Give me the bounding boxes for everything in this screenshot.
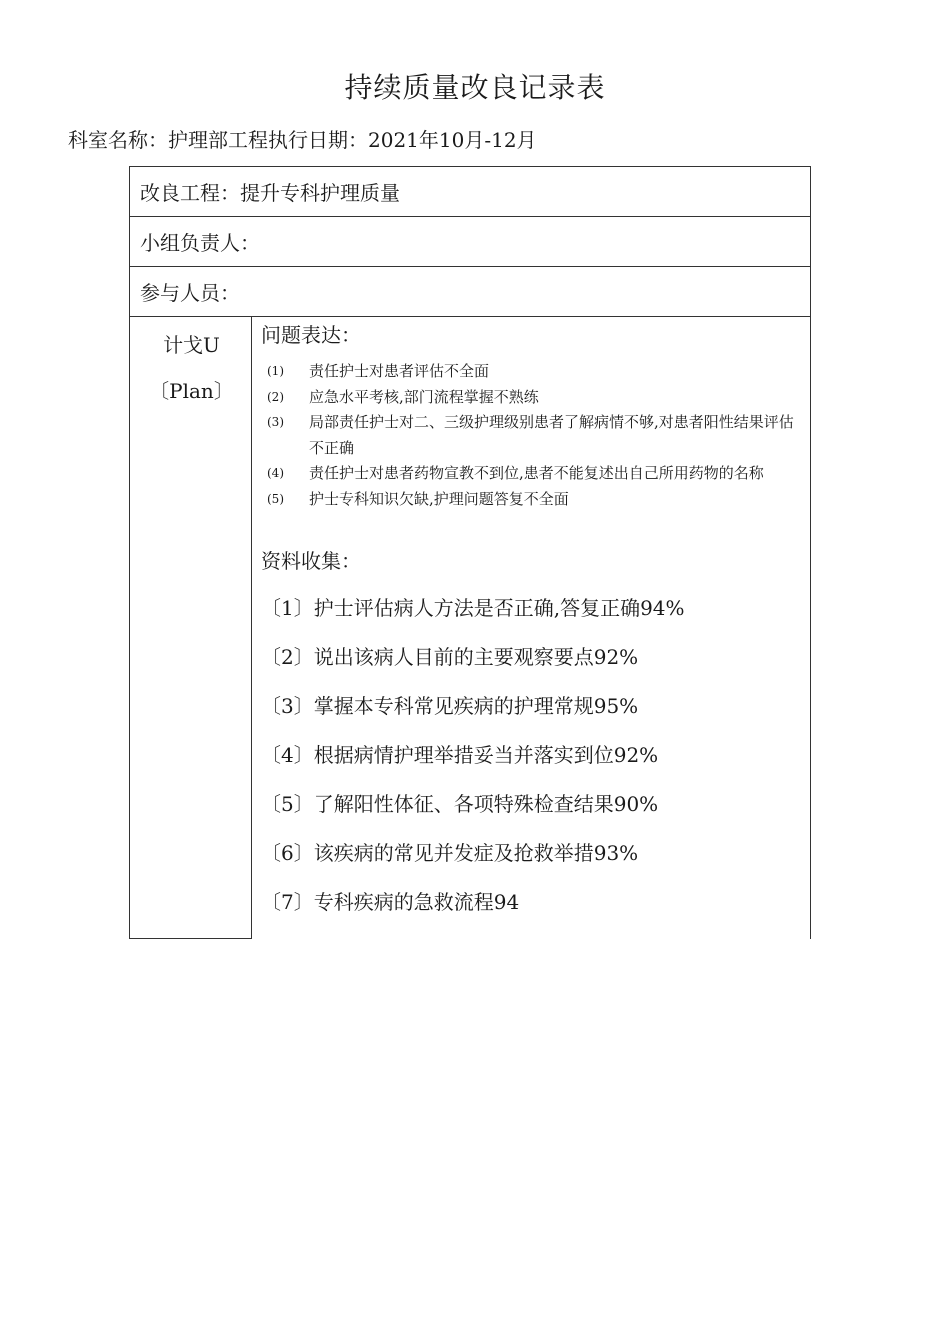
collect-item: 〔3〕掌握本专科常见疾病的护理常规95% [261,694,639,718]
collect-item: 〔2〕说出该病人目前的主要观察要点92% [261,645,639,669]
leader-row [129,216,811,266]
collect-item: 〔4〕根据病情护理举措妥当并落实到位92% [261,743,659,767]
problem-item [267,410,805,461]
collect-item: 〔6〕该疾病的常见并发症及抢救举措93% [261,841,639,865]
participants-text: 参与人员： [140,281,240,305]
problem-number: (3) [267,415,284,429]
problem-text: 责任护士对患者药物宣教不到位,患者不能复述出自己所用药物的名称 [309,464,764,482]
problem-text: 责任护士对患者评估不全面 [309,362,490,380]
collect-heading: 资料收集： [261,549,361,573]
problem-heading: 问题表达： [261,323,361,347]
problem-number: (2) [267,389,284,404]
plan-label-english: 〔Plan〕 [149,379,234,403]
plan-right-border [810,317,811,939]
collect-item: 〔5〕了解阳性体征、各项特殊检查结果90% [261,792,659,816]
collect-item: 〔7〕专科疾病的急救流程94 [261,890,520,914]
problem-list [267,359,805,512]
problem-number: (4) [267,466,284,480]
department-and-date-line: 科室名称：护理部工程执行日期：2021年10月-12月 [68,128,537,152]
problem-text: 护士专科知识欠缺,护理问题答复不全面 [309,489,569,508]
plan-label-chinese: 计戈U [163,333,220,357]
collect-list [261,593,806,936]
document-title: 持续质量改良记录表 [344,71,606,104]
problem-number: (1) [267,364,284,378]
problem-item [267,487,805,513]
project-row [129,166,811,216]
problem-item [267,359,805,385]
collect-item: 〔1〕护士评估病人方法是否正确,答复正确94% [261,596,685,620]
plan-label-cell [129,317,252,939]
problem-number: (5) [267,491,284,506]
problem-text: 应急水平考核,部门流程掌握不熟练 [309,387,539,406]
improvement-record-table [129,166,811,939]
participants-row [129,266,811,316]
problem-text: 局部责任护士对二、三级护理级别患者了解病情不够,对患者阳性结果评估不正确 [309,413,794,457]
project-text: 改良工程：提升专科护理质量 [140,181,400,205]
plan-row [129,316,811,939]
leader-text: 小组负责人： [140,231,260,255]
problem-item [267,461,805,487]
problem-item [267,385,805,411]
